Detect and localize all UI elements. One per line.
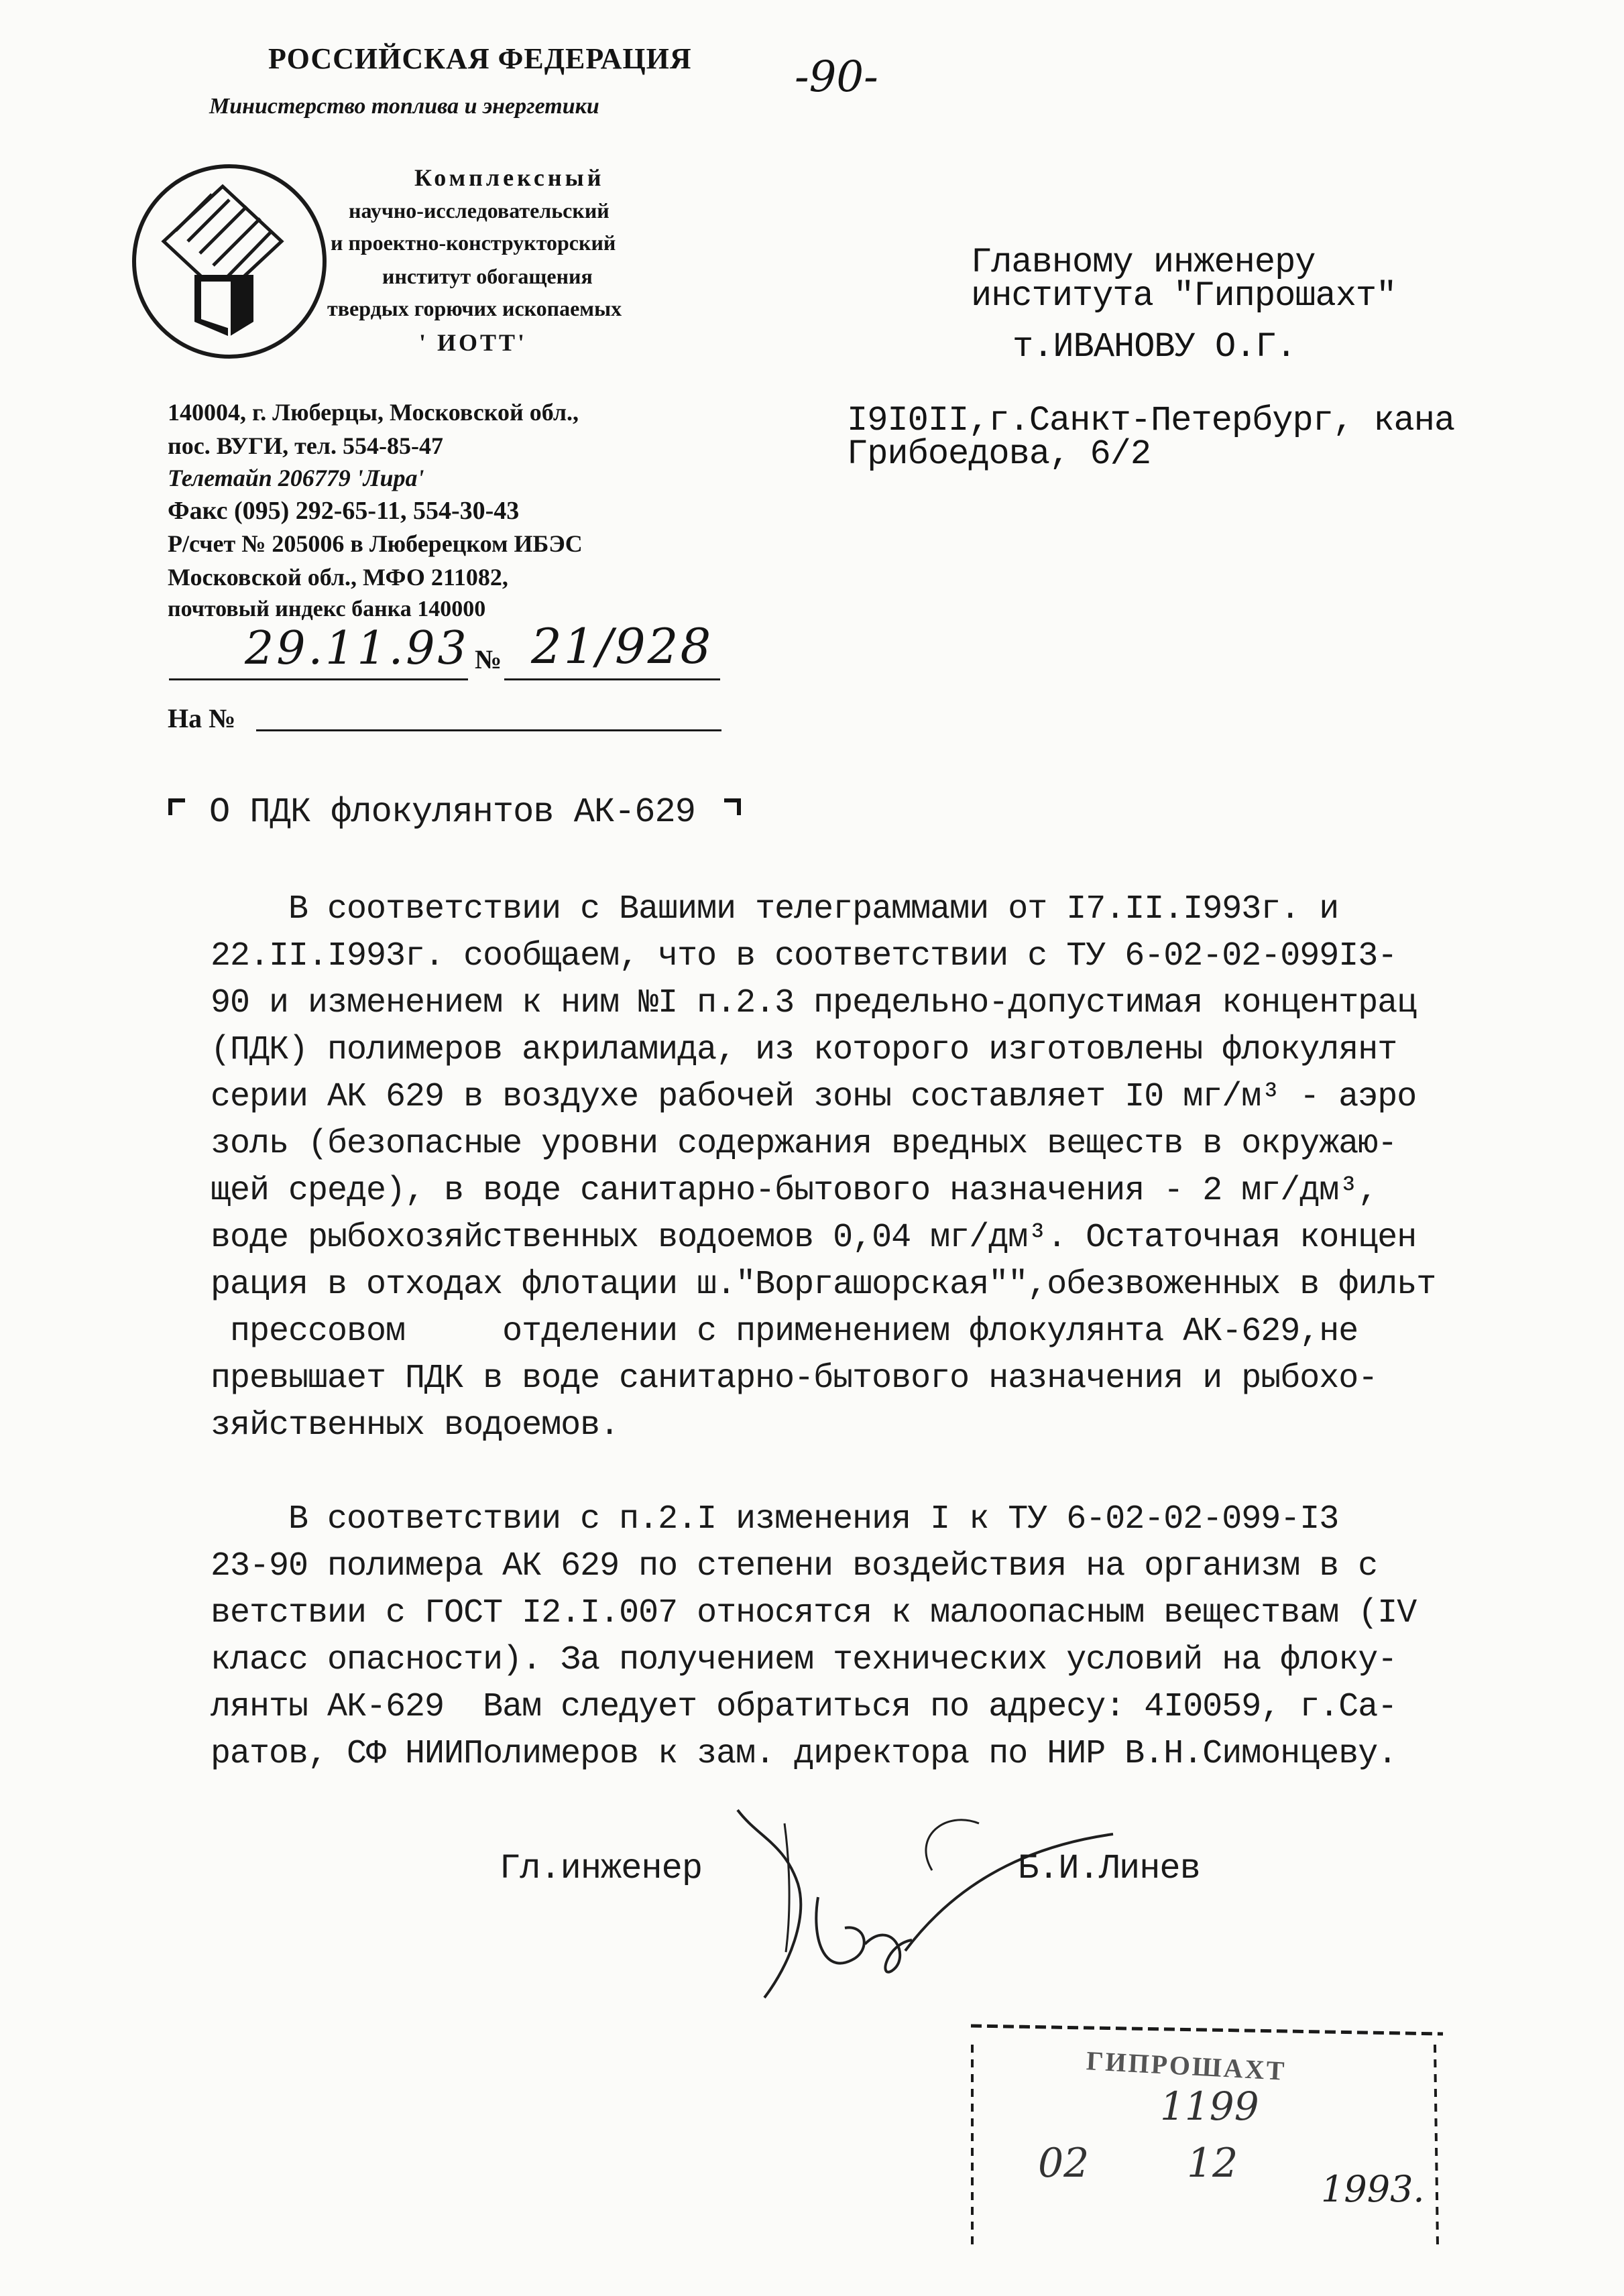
signatory-title: Гл.инженер <box>500 1849 703 1888</box>
institute-name-3: и проектно-конструкторский <box>331 231 616 255</box>
recipient-address-2: Грибоедова, 6/2 <box>847 434 1151 474</box>
paragraph2-line: класс опасности). За получением технических условий на флоку- <box>211 1641 1397 1679</box>
subject-corner-left <box>168 798 186 817</box>
institute-bank-region: Московской обл., МФО 211082, <box>168 564 508 591</box>
handwritten-signature <box>711 1797 1220 2018</box>
recipient-title: Главному инженеру <box>971 243 1316 282</box>
institute-fax: Факс (095) 292-65-11, 554-30-43 <box>168 497 520 525</box>
paragraph1-line: рация в отходах флотации ш."Воргашорская"",обезвоженных в фильт <box>211 1266 1436 1304</box>
paragraph1-line: щей среде), в воде санитарно-бытового назначения - 2 мг/дм³, <box>211 1172 1378 1210</box>
paragraph2-line: В соответствии с п.2.I изменения I к ТУ 6-02-02-099-I3 <box>211 1500 1339 1538</box>
paragraph2-line: лянты АК-629 Вам следует обратиться по адресу: 4I0059, г.Са- <box>211 1688 1397 1726</box>
letter-number: 21/928 <box>531 618 713 674</box>
letterhead-country: РОССИЙСКАЯ ФЕДЕРАЦИЯ <box>268 42 692 75</box>
page-number: -90- <box>795 52 878 102</box>
reference-label: На № <box>168 703 236 733</box>
signatory-name: Б.И.Линев <box>1018 1849 1200 1888</box>
institute-teletype: Телетайп 206779 'Лира' <box>168 465 424 491</box>
letterhead-ministry: Министерство топлива и энергетики <box>209 94 599 119</box>
institute-address-2: пос. ВУГИ, тел. 554-85-47 <box>168 432 443 459</box>
stamp-number: 1199 <box>1160 2083 1259 2129</box>
institute-name-4: институт обогащения <box>382 264 593 288</box>
paragraph2-line: ратов, СФ НИИПолимеров к зам. директора по НИР В.Н.Симонцеву. <box>211 1735 1397 1773</box>
paragraph1-line: В соответствии с Вашими телеграммами от I7.II.I993г. и <box>211 890 1339 928</box>
paragraph1-line: (ПДК) полимеров акриламида, из которого изготовлены флокулянт <box>211 1031 1397 1069</box>
institute-name-5: твердых горючих ископаемых <box>327 296 622 320</box>
stamp-organization: ГИПРОШАХТ <box>1086 2045 1287 2086</box>
paragraph1-line: 22.II.I993г. сообщаем, что в соответствии с ТУ 6-02-02-099I3- <box>211 937 1397 975</box>
stamp-day: 02 <box>1038 2140 1090 2187</box>
paragraph1-line: превышает ПДК в воде санитарно-бытового назначения и рыбохо- <box>211 1360 1378 1398</box>
recipient-address-1: I9I0II,г.Санкт-Петербург, кана <box>847 401 1455 440</box>
stamp-month: 12 <box>1187 2140 1238 2187</box>
stamp-year: 1993. <box>1321 2168 1425 2210</box>
institute-bank-index: почтовый индекс банка 140000 <box>168 597 486 621</box>
paragraph2-line: 23-90 полимера АК 629 по степени воздействия на организм в с <box>211 1547 1378 1585</box>
letter-date: 29.11.93 <box>245 622 469 675</box>
subject-corner-right <box>723 798 742 817</box>
paragraph2-line: ветствии с ГОСТ I2.I.007 относятся к малоопасным веществам (IV <box>211 1594 1417 1632</box>
paragraph1-line: золь (безопасные уровни содержания вредных веществ в окружаю- <box>211 1125 1397 1163</box>
letter-number-label: № <box>475 644 502 674</box>
recipient-name: т.ИВАНОВУ О.Г. <box>1012 327 1296 367</box>
institute-bank-account: Р/счет № 205006 в Люберецком ИБЭС <box>168 530 583 557</box>
paragraph1-line: 90 и изменением к ним №I п.2.3 предельно-допустимая концентрац <box>211 984 1417 1022</box>
institute-abbreviation: ' ИОТТ' <box>419 329 528 356</box>
institute-logo <box>129 161 330 362</box>
paragraph1-line: серии АК 629 в воздухе рабочей зоны составляет I0 мг/м³ - аэро <box>211 1078 1417 1116</box>
recipient-institute: института "Гипрошахт" <box>971 276 1397 316</box>
letter-subject: О ПДК флокулянтов АК-629 <box>209 792 695 832</box>
paragraph1-line: воде рыбохозяйственных водоемов 0,04 мг/дм³. Остаточная концен <box>211 1219 1417 1257</box>
paragraph1-line: прессовом отделении с применением флокулянта АК-629,не <box>211 1313 1358 1351</box>
institute-address-1: 140004, г. Люберцы, Московской обл., <box>168 399 579 426</box>
paragraph1-line: зяйственных водоемов. <box>211 1406 620 1445</box>
institute-name-2: научно-исследовательский <box>349 198 610 223</box>
institute-name-1: Комплексный <box>414 164 605 191</box>
reference-line <box>256 725 721 731</box>
